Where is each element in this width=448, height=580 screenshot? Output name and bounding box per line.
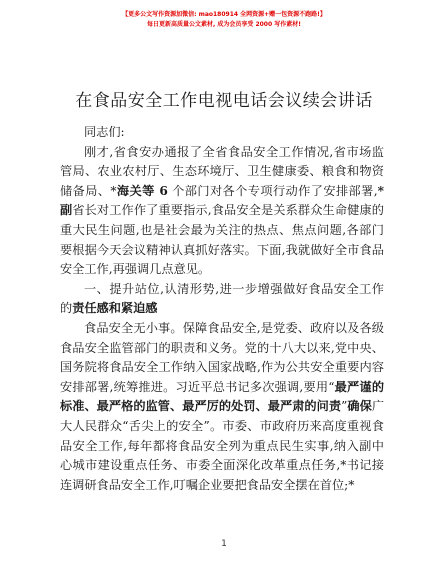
banner-line-2: 每日更新高质量公文素材, 成为会员享受 2000 写作素材! (147, 21, 301, 28)
paragraph-2-bold-d: 确保 (347, 399, 372, 414)
document-title: 在食品安全工作电视电话会议续会讲话 (75, 91, 373, 111)
section-heading-1-part-a: 一、提升站位,认清形势,进一步增强做好食品安全工作的 (60, 281, 384, 316)
paragraph-1-bold-d: *副 (60, 183, 385, 218)
paragraph-1-part-c: 个部门对各个专项行动作了安排部署, (167, 183, 378, 198)
paragraph-1 (60, 143, 384, 280)
paragraph-2-bold-b: 最严谨的标准、最严格的监管、最严厉的处罚、最严肃的问责 (60, 379, 385, 414)
header-banner (0, 10, 448, 30)
section-heading-1 (60, 280, 384, 319)
paragraph-2-part-c: ” (341, 399, 348, 414)
document-body (60, 123, 384, 495)
paragraph-1-part-a: 刚才,省食安办通报了全省食品安全工作情况,省市场监管局、农业农村厅、生态环境厅、卫生健康委、粮食和物资储备局、* (60, 144, 384, 198)
page-number: 1 (221, 539, 227, 549)
paragraph-1-bold-b: 海关等 6 (116, 183, 168, 198)
paragraph-2 (60, 319, 384, 495)
banner-line-1: 【更多公文写作资源加微信: mao180914 全网资源+赠一包资源不跑路!】 (122, 11, 326, 18)
paragraph-2-part-a: 食品安全无小事。保障食品安全,是党委、政府以及各级食品安全监管部门的职责和义务。党的十八大以来,党中央、国务院将食品安全工作纳入国家战略,作为公共安全重要内容安排部署,统筹推进。习近平总书记多次强调,要用“ (60, 320, 384, 394)
section-heading-1-bold-b: 责任感和紧迫感 (72, 301, 158, 316)
salutation: 同志们: (84, 125, 125, 139)
paragraph-1-part-e: 省长对工作作了重要指示,食品安全是关系群众生命健康的重大民生问题,也是社会最为关注的热点、焦点问题,各部门要根据今天会议精神认真抓好落实。下面,我就做好全市食品安全工作,再强调几点意见。 (60, 203, 384, 277)
paragraph-2-part-e: 广大人民群众“舌尖上的安全”。市委、市政府历来高度重视食品安全工作,每年都将食品安全列为重点民生实事,纳入副中心城市建设重点任务、市委全面深化改革重点任务,*书记接连调研食品安全工作,叮嘱企业要把食品安全摆在首位;* (60, 399, 385, 492)
